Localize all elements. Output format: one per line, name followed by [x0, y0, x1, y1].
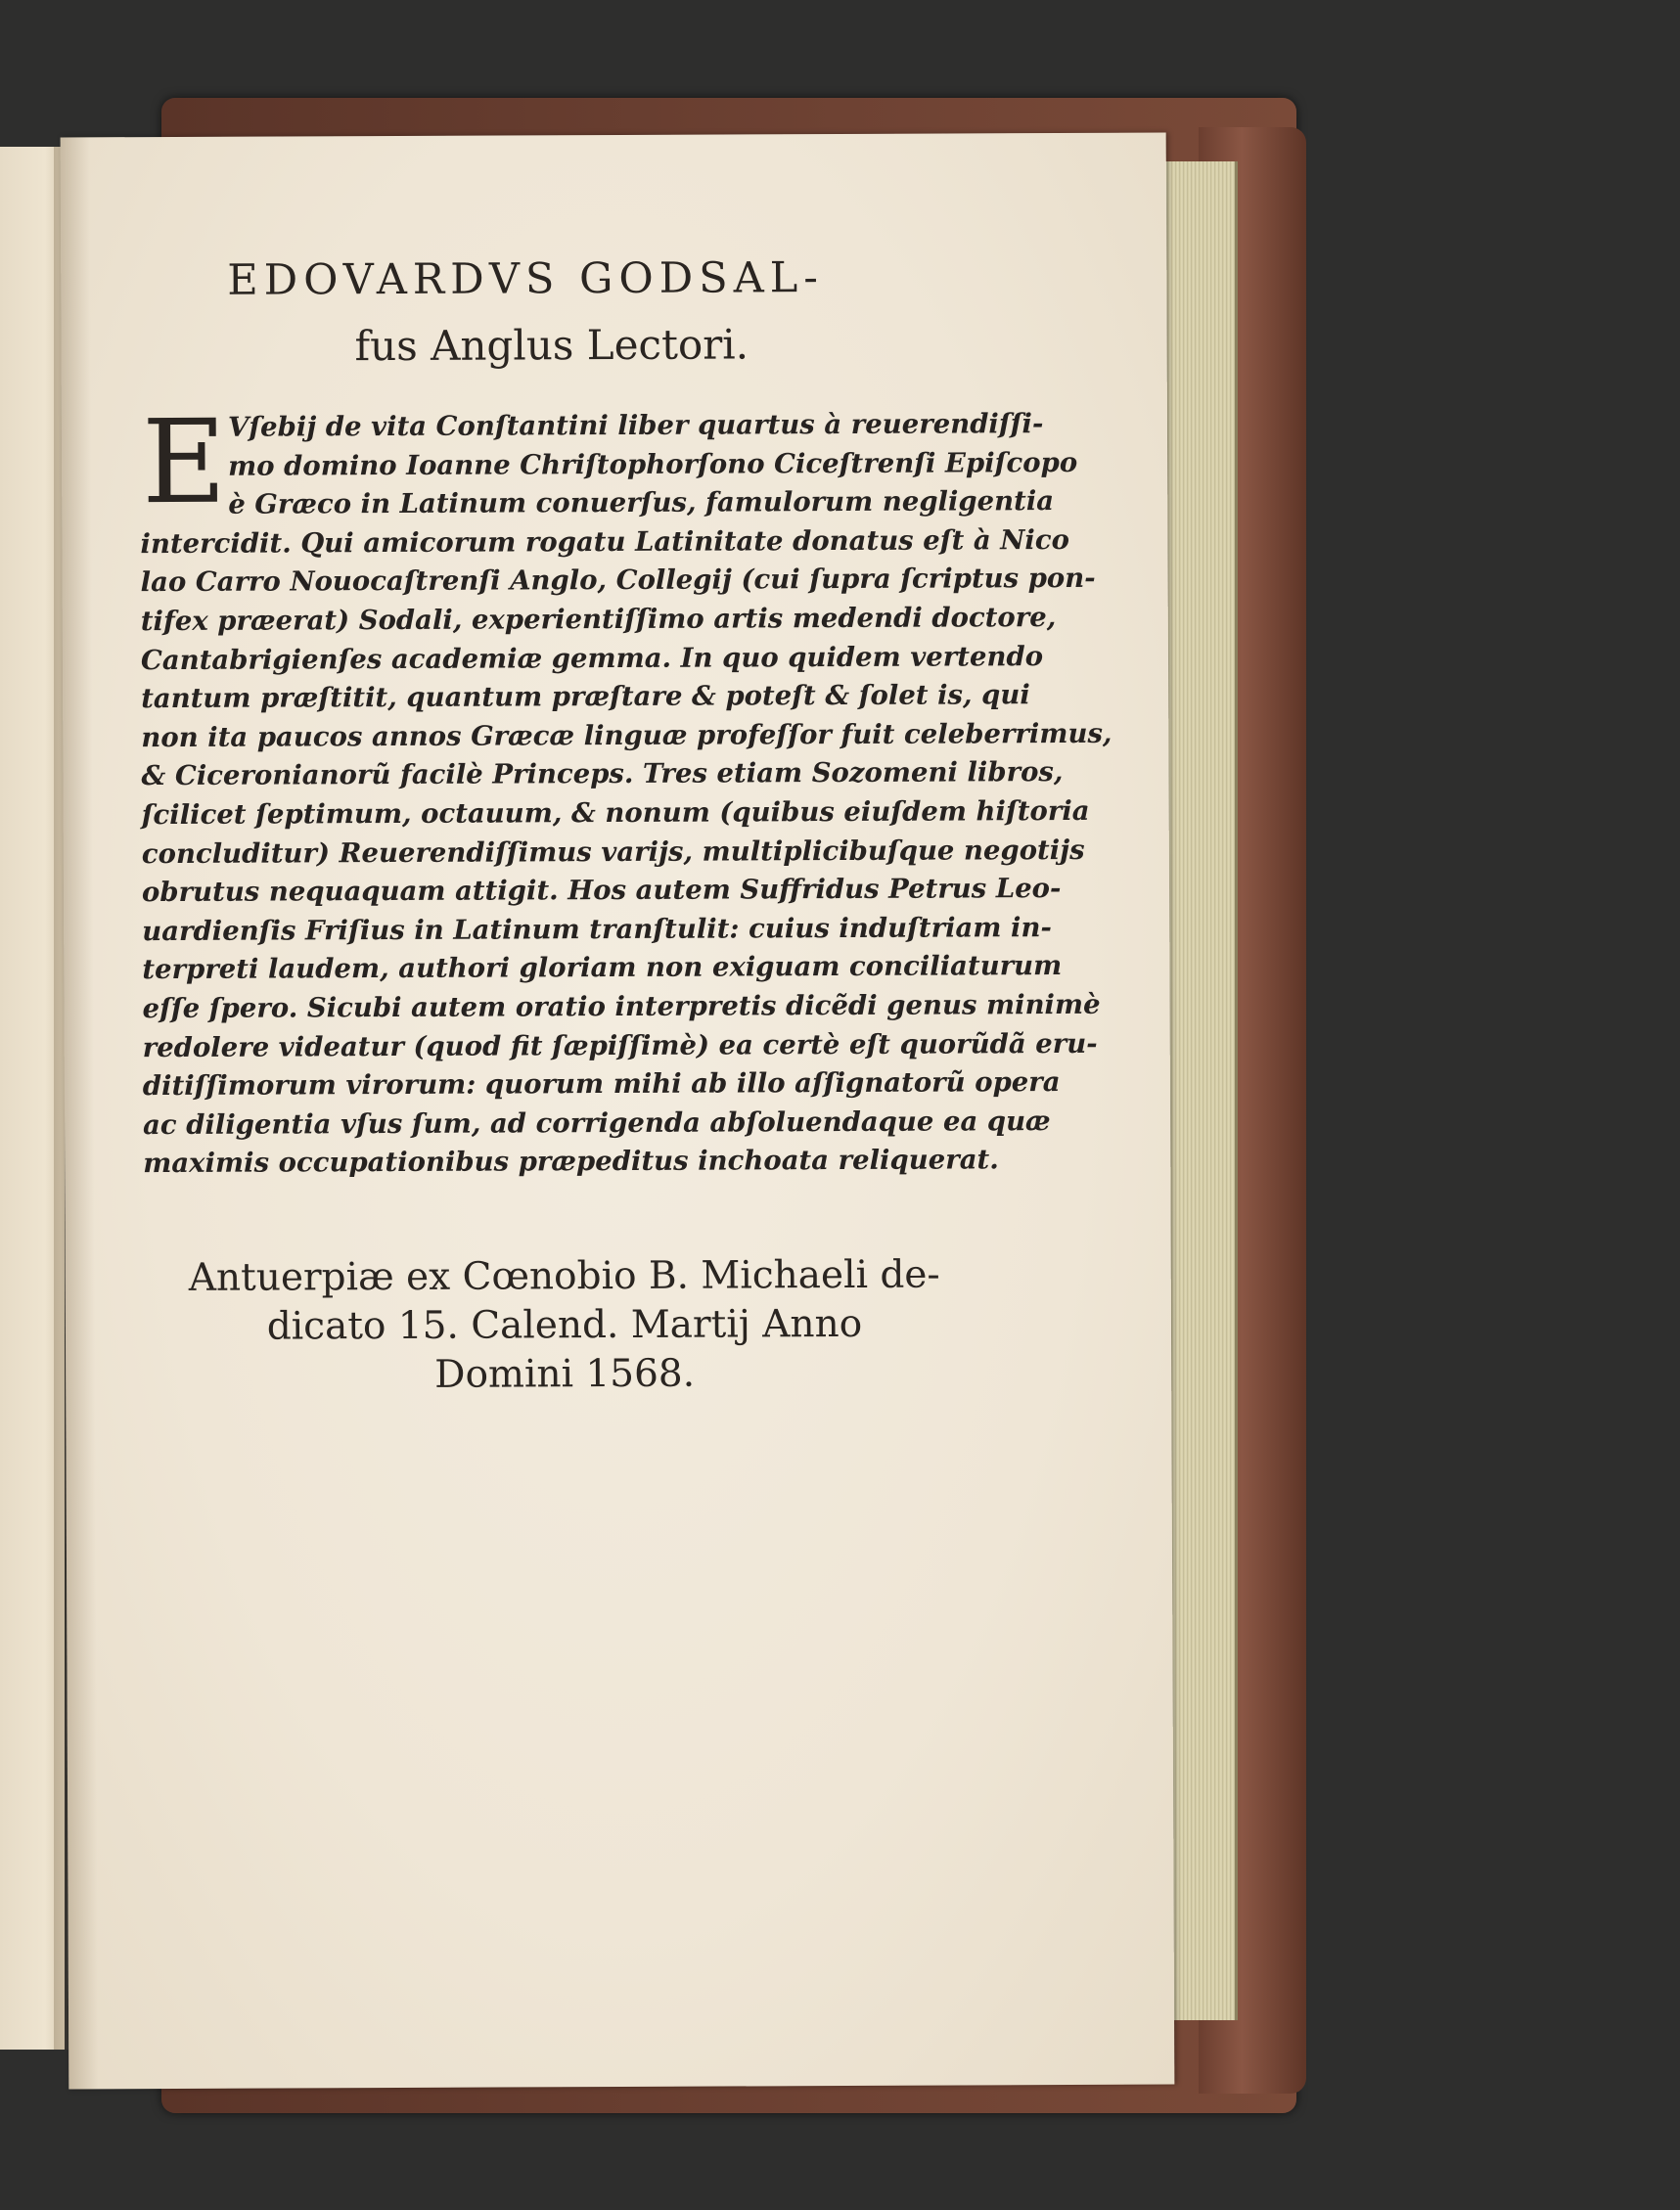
body-line: eſſe ſpero. Sicubi autem oratio interpretis dicẽdi genus minimè	[142, 988, 1101, 1025]
body-line: tifex præerat) Sodali, experientiſſimo artis medendi doctore,	[140, 602, 1057, 638]
body-line: intercidit. Qui amicorum rogatu Latinitate donatus eſt à Nico	[140, 523, 1069, 560]
body-line: obrutus nequaquam attigit. Hos autem Suffridus Petrus Leo-	[141, 873, 1062, 909]
body-line: Cantabrigienſes academiæ gemma. In quo quidem vertendo	[140, 640, 1044, 676]
body-line: ſcilicet ſeptimum, octauum, & nonum (quibus eiuſdem hiſtoria	[141, 794, 1090, 832]
imprint-line: Domini 1568.	[434, 1351, 696, 1397]
page-heading-line1: EDOVARDVS GODSAL-	[227, 253, 824, 305]
body-line: è Græco in Latinum conuerſus, famulorum negligentia	[228, 485, 1055, 520]
body-line: non ita paucos annos Græcæ linguæ profeſſor fuit celeberrimus,	[141, 717, 1112, 753]
imprint	[183, 1251, 947, 1401]
page-heading-line2: fus Anglus Lectori.	[354, 320, 749, 371]
decorated-initial: E	[141, 393, 227, 530]
book-page	[61, 133, 1175, 2090]
body-paragraph	[140, 393, 1112, 1184]
body-line: Vſebij de vita Conſtantini liber quartus à reuerendiſſi-	[227, 408, 1044, 443]
body-line: lao Carro Nouocaſtrenſi Anglo, Collegij (cui ſupra ſcriptus pon-	[140, 563, 1096, 599]
imprint-line: Antuerpiæ ex Cœnobio B. Michaeli de-	[188, 1252, 940, 1300]
body-line: ac diligentia vſus ſum, ad corrigenda abſoluendaque ea quæ	[142, 1105, 1051, 1141]
body-line: concluditur) Reuerendiſſimus varijs, multiplicibuſque negotijs	[141, 834, 1085, 870]
page-block-edges	[1164, 161, 1238, 2020]
body-line: redolere videatur (quod fit ſæpiſſimè) ea certè eſt quorũdã eru-	[142, 1027, 1098, 1063]
body-line: mo domino Ioanne Chriſtophorſono Ciceſtrenſi Epiſcopo	[228, 446, 1078, 482]
imprint-line: dicato 15. Calend. Martij Anno	[266, 1301, 863, 1349]
body-line: uardienſis Friſius in Latinum tranſtulit: cuius induſtriam in-	[142, 911, 1052, 947]
body-line: ditiſſimorum virorum: quorum mihi ab illo aſſignatorũ opera	[142, 1066, 1061, 1103]
body-line: & Ciceronianorũ facilè Princeps. Tres etiam Sozomeni libros,	[141, 756, 1064, 792]
body-line: terpreti laudem, authori gloriam non exiguam conciliaturum	[142, 950, 1063, 986]
body-line: maximis occupationibus præpeditus inchoata reliquerat.	[143, 1144, 999, 1180]
body-line: tantum præſtitit, quantum præſtare & poteſt & ſolet is, qui	[141, 679, 1030, 715]
